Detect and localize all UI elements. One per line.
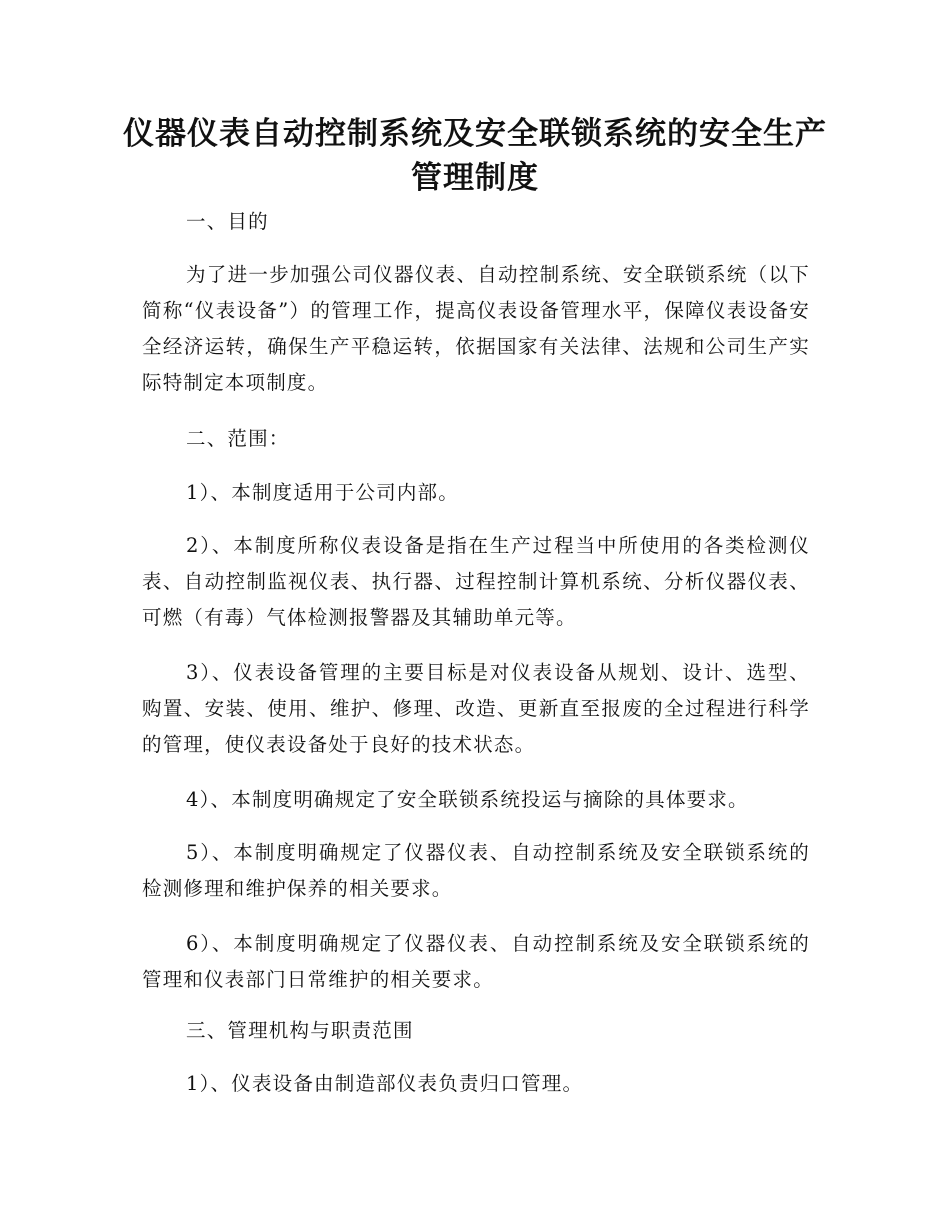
- section-heading-scope: 二、范围：: [186, 427, 290, 450]
- scope-item-3: 3）、仪表设备管理的主要目标是对仪表设备从规划、设计、选型、购置、安装、使用、维护、修理、改造、更新直至报废的全过程进行科学的管理，使仪表设备处于良好的技术状态。: [142, 661, 810, 756]
- scope-item-6: 6）、本制度明确规定了仪器仪表、自动控制系统及安全联锁系统的管理和仪表部门日常维护的相关要求。: [142, 932, 810, 991]
- section-heading-organization: 三、管理机构与职责范围: [186, 1019, 414, 1042]
- scope-item-5: 5）、本制度明确规定了仪器仪表、自动控制系统及安全联锁系统的检测修理和维护保养的相关要求。: [142, 841, 810, 900]
- section-heading-purpose: 一、目的: [186, 210, 269, 233]
- organization-item-1: 1）、仪表设备由制造部仪表负责归口管理。: [186, 1072, 584, 1095]
- scope-item-4: 4）、本制度明确规定了安全联锁系统投运与摘除的具体要求。: [186, 788, 749, 811]
- paragraph-purpose: 为了进一步加强公司仪器仪表、自动控制系统、安全联锁系统（以下简称“仪表设备”）的管理工作，提高仪表设备管理水平，保障仪表设备安全经济运转，确保生产平稳运转，依据国家有关法律、法规和公司生产实际特制定本项制度。: [142, 263, 810, 394]
- scope-item-1: 1）、本制度适用于公司内部。: [186, 481, 459, 504]
- document-title: 仪器仪表自动控制系统及安全联锁系统的安全生产管理制度: [123, 116, 827, 196]
- scope-item-2: 2）、本制度所称仪表设备是指在生产过程当中所使用的各类检测仪表、自动控制监视仪表、执行器、过程控制计算机系统、分析仪器仪表、可燃（有毒）气体检测报警器及其辅助单元等。: [142, 534, 810, 629]
